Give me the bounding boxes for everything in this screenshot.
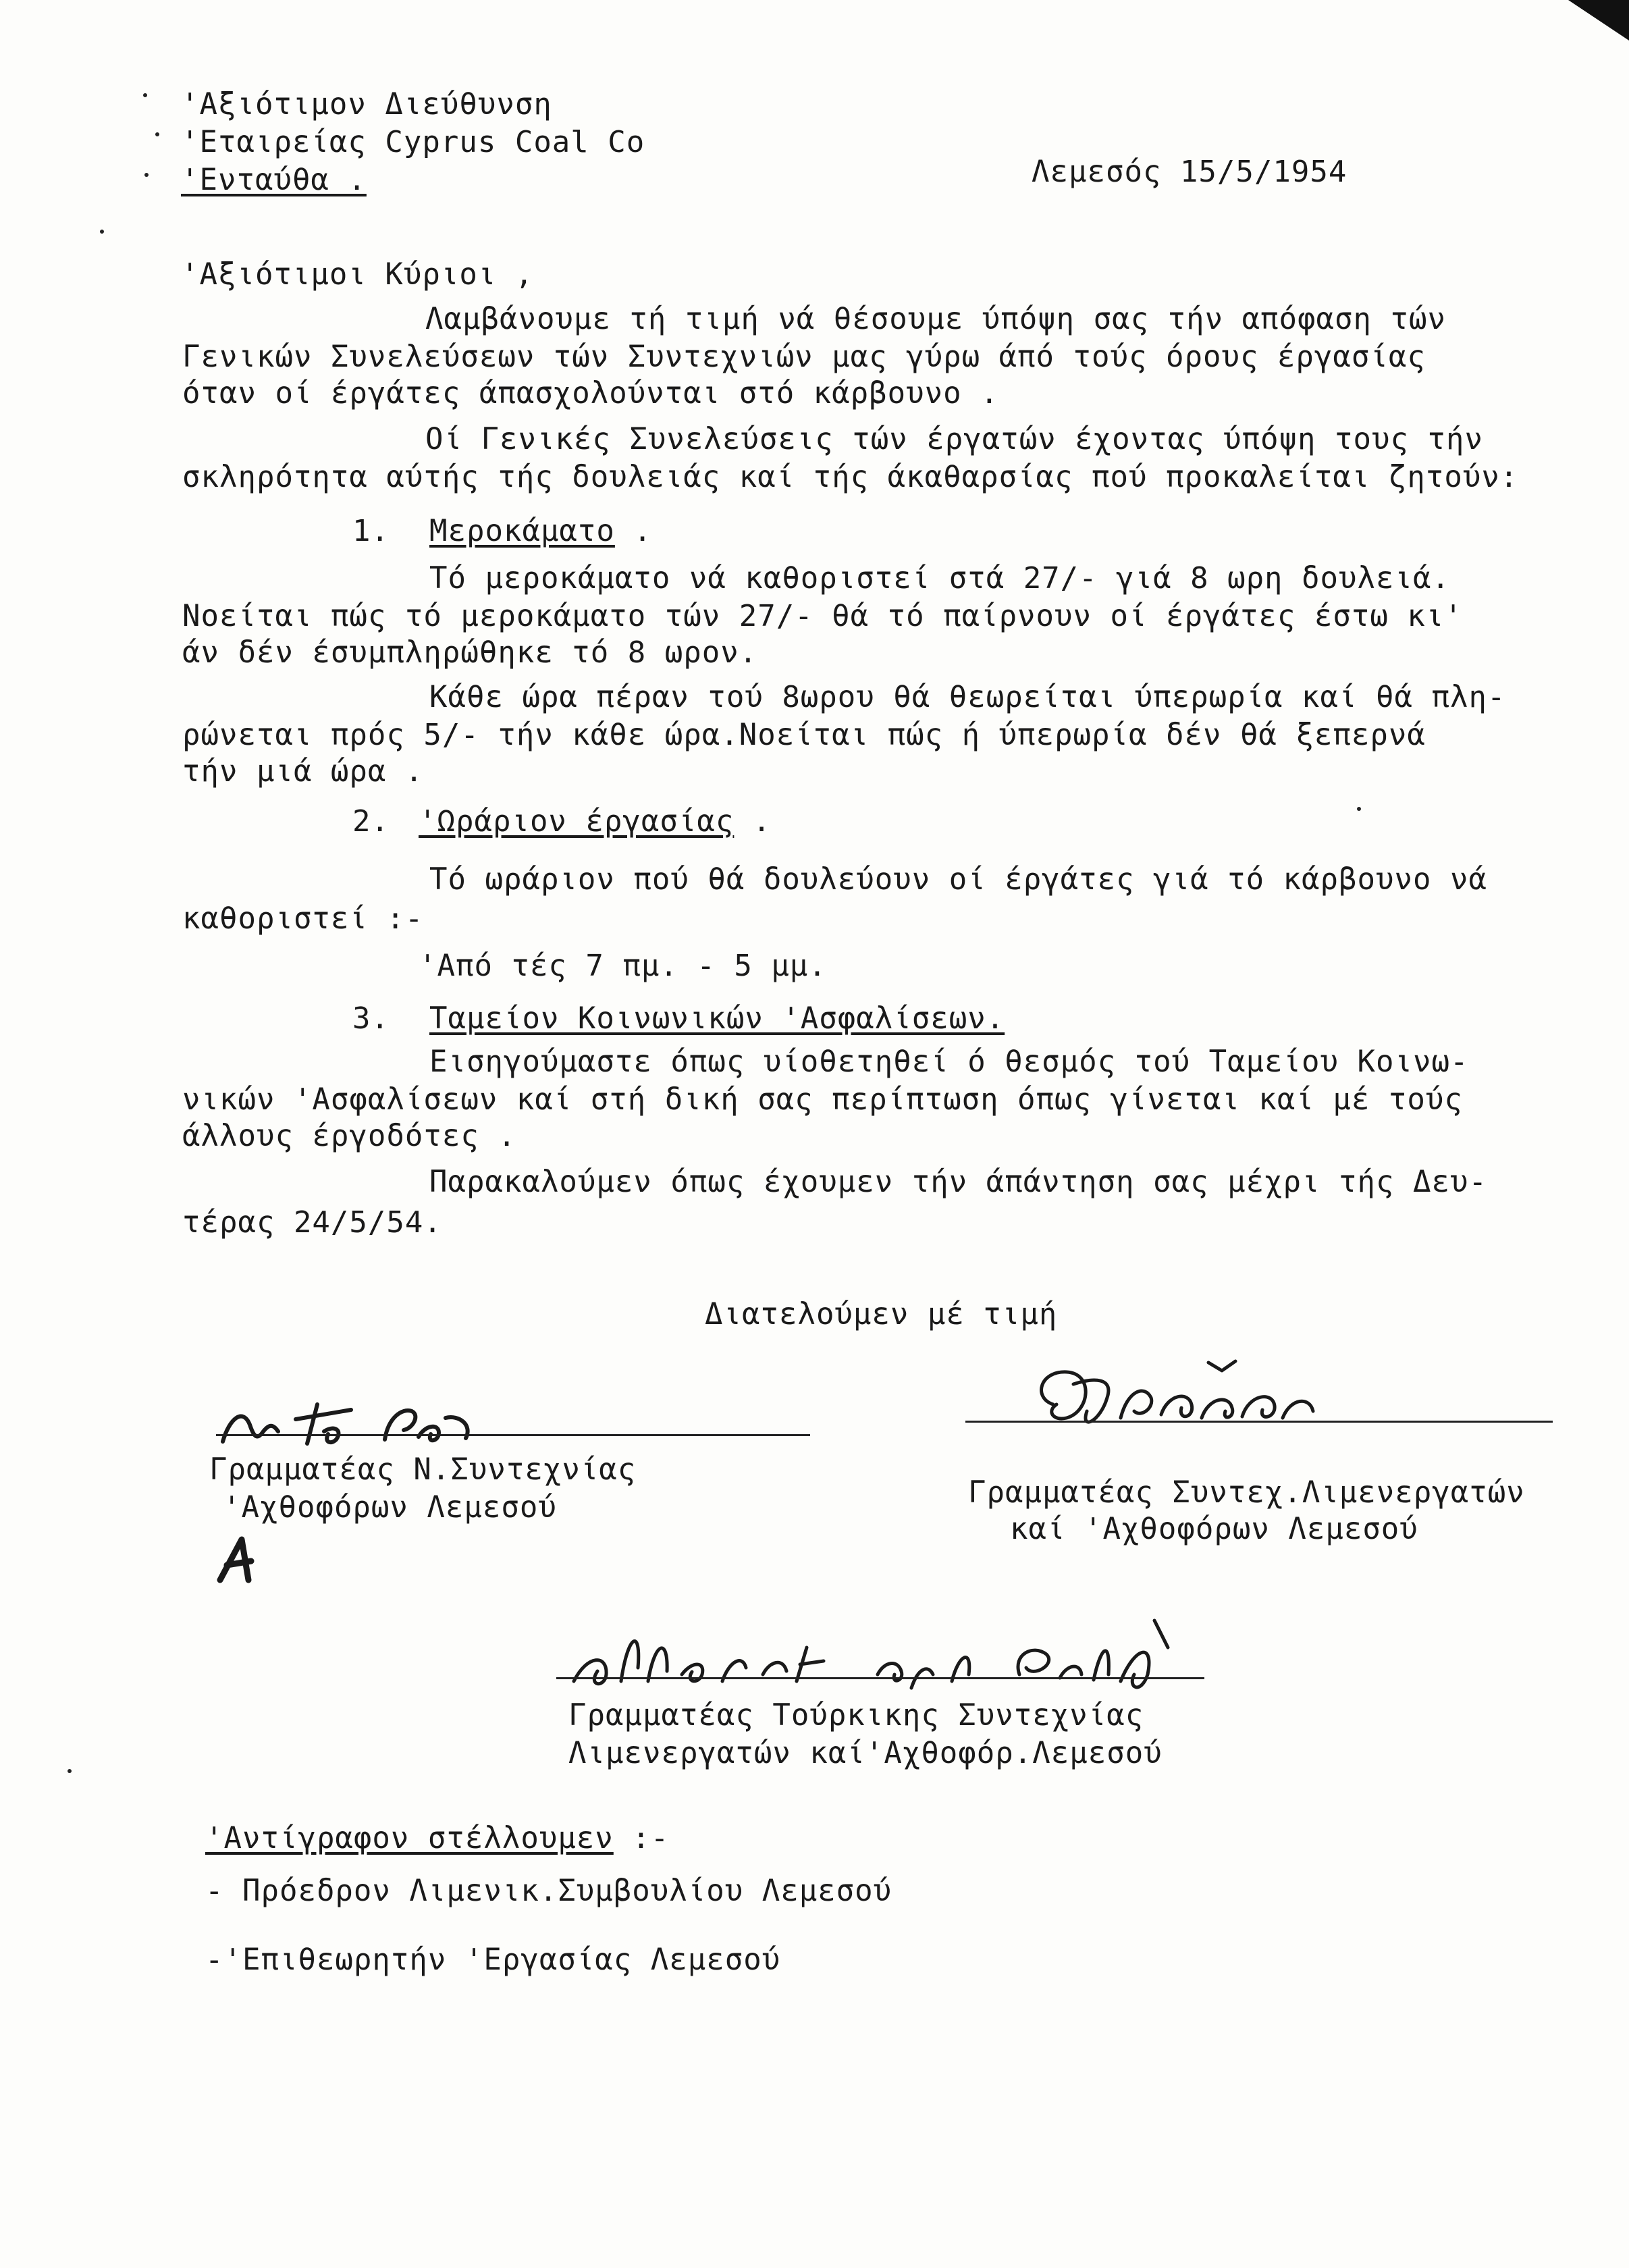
item-1-p2-line-2: ρώνεται πρός 5/- τήν κάθε ώρα.Νοείται πώς ή ύπερωρία δέν θά ξεπερνά: [182, 718, 1426, 752]
center-handwritten-signature: [560, 1607, 1289, 1702]
intro-line-3: όταν οί έργάτες άπασχολούνται στό κάρβουνο .: [182, 376, 999, 411]
item-2-p1-line-1: Τό ωράριον πού θά δουλεύουν οί έργάτες γιά τό κάρβουνο νά: [429, 862, 1487, 897]
item-2-hours: 'Από τές 7 πμ. - 5 μμ.: [419, 949, 827, 983]
item-1-title-suffix: .: [633, 514, 652, 548]
closing-formula: Διατελούμεν μέ τιμή: [705, 1297, 1058, 1331]
request-line-1: Παρακαλούμεν όπως έχουμεν τήν άπάντηση σας μέχρι τής Δευ-: [429, 1165, 1487, 1199]
letter-date: Λεμεσός 15/5/1954: [1032, 155, 1347, 189]
right-signature-line: [965, 1421, 1553, 1423]
item-1-p1-line-3: άν δέν έσυμπληρώθηκε τό 8 ωρον.: [182, 635, 758, 670]
scan-corner-shadow: [1568, 0, 1629, 41]
recipient-line-1: 'Αξιότιμον Διεύθυνση: [181, 87, 552, 122]
recipient-line-2: 'Εταιρείας Cyprus Coal Co: [181, 125, 645, 159]
assemblies-line-2: σκληρότητα αύτής τής δουλειάς καί τής άκαθαρσίας πού προκαλείται ζητούν:: [182, 460, 1519, 494]
copies-heading-suffix: :-: [632, 1821, 670, 1855]
scan-speck: [143, 93, 147, 97]
scan-speck: [155, 132, 159, 136]
scan-speck: [100, 230, 104, 234]
copies-heading: [205, 1820, 669, 1857]
item-3-p1-line-1: Εισηγούμαστε όπως υίοθετηθεί ό θεσμός τού Ταμείου Κοινω-: [429, 1045, 1469, 1079]
item-1-number: 1.: [352, 514, 390, 548]
item-1-p2-line-3: τήν μιά ώρα .: [182, 754, 424, 789]
right-signatory-line-1: Γραμματέας Συντεχ.Λιμενεργατών: [968, 1475, 1525, 1510]
item-2-heading: [419, 803, 771, 840]
center-signatory-line-1: Γραμματέας Τούρκικης Συντεχνίας: [568, 1698, 1144, 1733]
left-signature-line: [216, 1434, 810, 1436]
intro-line-2: Γενικών Συνελεύσεων τών Συντεχνιών μας γύρω άπό τούς όρους έργασίας: [182, 340, 1426, 374]
assemblies-line-1: Οί Γενικές Συνελεύσεις τών έργατών έχοντας ύπόψη τους τήν: [425, 422, 1483, 456]
item-2-number: 2.: [352, 804, 390, 839]
item-1-p1-line-2: Νοείται πώς τό μεροκάματο τών 27/- θά τό παίρνουν οί έργάτες έστω κι': [182, 599, 1463, 633]
copy-recipient-2: -'Επιθεωρητήν 'Εργασίας Λεμεσού: [205, 1943, 781, 1977]
item-3-p1-line-2: νικών 'Ασφαλίσεων καί στή δική σας περίπτωση όπως γίνεται καί μέ τούς: [182, 1082, 1463, 1117]
right-handwritten-signature: [1026, 1357, 1404, 1445]
handwritten-initial: [213, 1533, 267, 1587]
center-signature-line: [556, 1677, 1204, 1679]
item-2-title: 'Ωράριον έργασίας: [419, 804, 735, 839]
item-3-p1-line-3: άλλους έργοδότες .: [182, 1119, 516, 1153]
intro-line-1: Λαμβάνουμε τή τιμή νά θέσουμε ύπόψη σας τήν απόφαση τών: [425, 302, 1446, 336]
scan-speck: [144, 173, 149, 177]
recipient-line-3: 'Ενταύθα .: [181, 163, 367, 197]
left-signatory-line-2: 'Αχθοφόρων Λεμεσού: [223, 1490, 557, 1525]
item-3-number: 3.: [352, 1001, 390, 1036]
right-signatory-line-2: καί 'Αχθοφόρων Λεμεσού: [1010, 1512, 1418, 1546]
item-1-heading: [429, 513, 652, 550]
item-3-title: Ταμείον Κοινωνικών 'Ασφαλίσεων.: [429, 1001, 1005, 1036]
left-signatory-line-1: Γραμματέας Ν.Συντεχνίας: [209, 1452, 637, 1487]
scan-speck: [1357, 807, 1361, 811]
item-1-p2-line-1: Κάθε ώρα πέραν τού 8ωρου θά θεωρείται ύπερωρία καί θά πλη-: [429, 680, 1506, 714]
center-signatory-line-2: Λιμενεργατών καί'Αχθοφόρ.Λεμεσού: [568, 1736, 1163, 1770]
copy-recipient-1: - Πρόεδρον Λιμενικ.Συμβουλίου Λεμεσού: [205, 1874, 892, 1908]
item-1-title: Μεροκάματο: [429, 514, 615, 548]
item-2-p1-line-2: καθοριστεί :-: [182, 901, 424, 936]
left-handwritten-signature: [216, 1377, 567, 1452]
salutation: 'Αξιότιμοι Κύριοι ,: [181, 257, 534, 292]
request-line-2: τέρας 24/5/54.: [182, 1205, 442, 1240]
scan-speck: [68, 1769, 72, 1773]
item-1-p1-line-1: Τό μεροκάματο νά καθοριστεί στά 27/- γιά 8 ωρη δουλειά.: [429, 561, 1450, 596]
item-2-title-suffix: .: [752, 804, 772, 839]
copies-heading-text: 'Αντίγραφον στέλλουμεν: [205, 1821, 614, 1855]
